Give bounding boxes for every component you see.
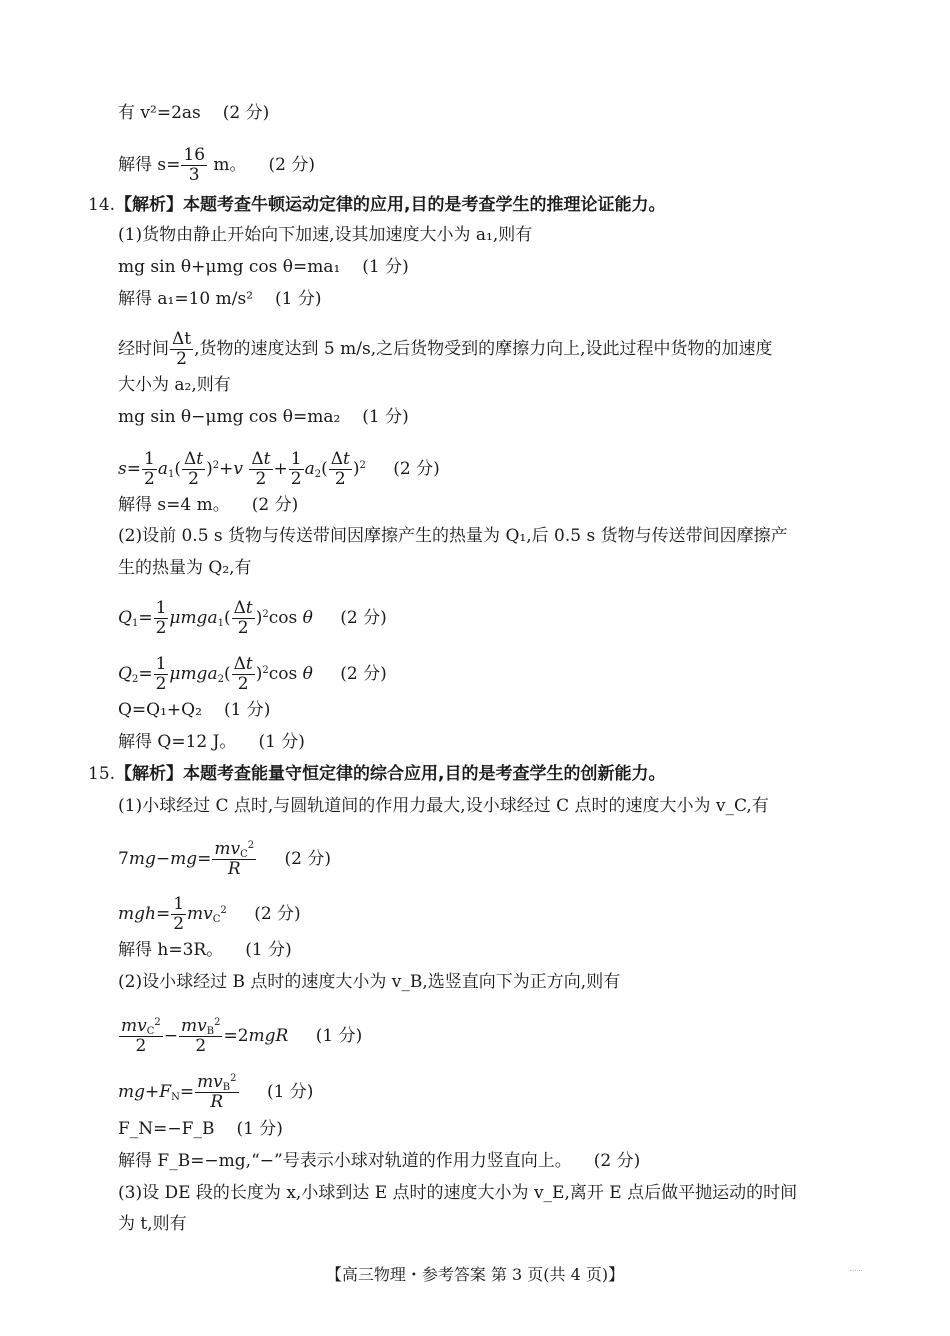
q14-e8: Q=Q₁+Q₂ (1 分) bbox=[118, 700, 271, 720]
q15-e4: $mv_C^2$ 2 − $mv_B^2$ 2 =2mgR (1 分) bbox=[121, 1016, 363, 1056]
q15-e7: 解得 F_B=−mg,“−”号表示小球对轨道的作用力竖直向上。 (2 分) bbox=[118, 1151, 641, 1171]
q15-e1: 7mg−mg= $mv_C^2$ R (2 分) bbox=[118, 839, 332, 879]
q14-e7: $Q_2=$ $\frac{1}{2}$ μmga$_2$( $\frac{\Delta t}{2}$ )$^2$cos θ (2 分) bbox=[118, 654, 387, 694]
q14-p1: (1)货物由静止开始向下加速,设其加速度大小为 a₁,则有 bbox=[118, 225, 533, 245]
q14-e6: $Q_1=$ $\frac{1}{2}$ μmga$_1$( $\frac{\Delta t}{2}$ )$^2$cos θ (2 分) bbox=[118, 598, 387, 638]
q14-e5: 解得 s=4 m。 (2 分) bbox=[118, 495, 299, 515]
q15-e3: 解得 h=3R。 (1 分) bbox=[118, 940, 292, 960]
q15-e5: $mg+F_N=$ $mv_B^2$ R (1 分) bbox=[118, 1072, 314, 1112]
q15-p1: (1)小球经过 C 点时,与圆轨道间的作用力最大,设小球经过 C 点时的速度大小为 v_C,有 bbox=[118, 796, 769, 816]
corner-mark bbox=[850, 1270, 862, 1273]
q15-e2: mgh= $\frac{1}{2}$ $mv_C^2$ (2 分) bbox=[118, 894, 301, 934]
line-top-1: 有 v²=2as (2 分) bbox=[118, 103, 270, 123]
q14-e1: mg sin θ+μmg cos θ=ma₁ (1 分) bbox=[118, 257, 409, 277]
q14-e4: s= $\frac{1}{2}$ $a_1$( $\frac{\Delta t}{2}$ )$^2$+v $\frac{\Delta t}{2}$ + $\frac{1}{2}$ $a_2$( $\frac{\Delta t}{2}$ )$^2$ (2 分) bbox=[118, 449, 440, 489]
q15-p3: (3)设 DE 段的长度为 x,小球到达 E 点时的速度大小为 v_E,离开 E 点后做平抛运动的时间 bbox=[118, 1183, 798, 1203]
q14-p3: 大小为 a₂,则有 bbox=[118, 375, 231, 395]
q14-e9: 解得 Q=12 J。 (1 分) bbox=[118, 732, 305, 752]
page-footer: 【高三物理・参考答案 第 3 页(共 4 页)】 bbox=[325, 1265, 625, 1284]
q15-p2: (2)设小球经过 B 点时的速度大小为 v_B,选竖直向下为正方向,则有 bbox=[118, 972, 621, 992]
line-top-2: 解得 s= $\frac{16}{3}$ m。 (2 分) bbox=[118, 145, 316, 185]
q14-p4: (2)设前 0.5 s 货物与传送带间因摩擦产生的热量为 Q₁,后 0.5 s 货物与传送带间因摩擦产 bbox=[118, 526, 788, 546]
q15-heading: 15.【解析】本题考查能量守恒定律的综合应用,目的是考查学生的创新能力。 bbox=[88, 764, 666, 784]
q15-e6: F_N=−F_B (1 分) bbox=[118, 1119, 283, 1139]
q14-e3: mg sin θ−μmg cos θ=ma₂ (1 分) bbox=[118, 407, 409, 427]
q15-p4: 为 t,则有 bbox=[118, 1214, 187, 1234]
q14-p2: 经时间 $\frac{\Delta t}{2}$ ,货物的速度达到 5 m/s,之后货物受到的摩擦力向上,设此过程中货物的加速度 bbox=[118, 329, 773, 369]
q14-heading: 14.【解析】本题考查牛顿运动定律的应用,目的是考查学生的推理论证能力。 bbox=[88, 195, 666, 215]
q14-e2: 解得 a₁=10 m/s² (1 分) bbox=[118, 289, 322, 309]
q14-p5: 生的热量为 Q₂,有 bbox=[118, 558, 252, 578]
